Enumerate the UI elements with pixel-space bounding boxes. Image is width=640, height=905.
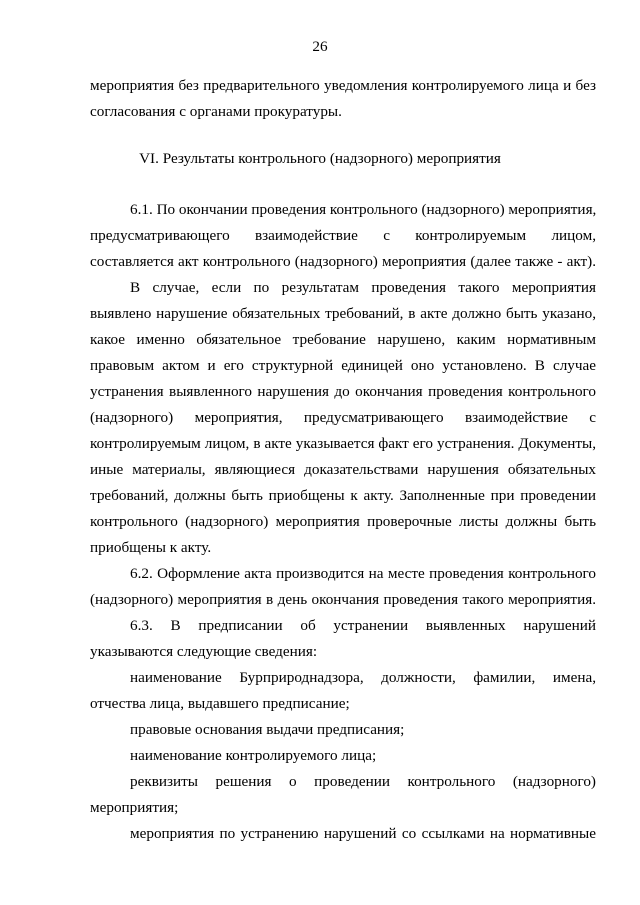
text-line: 6.3. В предписании об устранении выявленных нарушений: [130, 617, 596, 634]
text-line: приобщены к акту.: [90, 539, 212, 556]
text-line: правовым актом и его структурной единицей оно установлено. В случае: [90, 357, 596, 374]
text-line: мероприятия без предварительного уведомления контролируемого лица и без: [90, 77, 596, 94]
text-line: согласования с органами прокуратуры.: [90, 103, 342, 120]
list-item-measures: мероприятия по устранению нарушений со ссылками на нормативные: [130, 825, 596, 842]
text-line: контролируемым лицом, в акте указывается факт его устранения. Документы,: [90, 435, 596, 452]
section-heading: VI. Результаты контрольного (надзорного) мероприятия: [139, 150, 501, 167]
text-line: составляется акт контрольного (надзорного) мероприятия (далее также - акт).: [90, 253, 596, 270]
text-line: мероприятия;: [90, 799, 179, 816]
text-line: указываются следующие сведения:: [90, 643, 318, 660]
text-line: (надзорного) мероприятия, предусматривающего взаимодействие с: [90, 409, 596, 426]
list-item-controlled-entity: наименование контролируемого лица;: [130, 747, 377, 764]
text-line: 6.1. По окончании проведения контрольного (надзорного) мероприятия,: [130, 201, 597, 218]
text-line: 6.2. Оформление акта производится на месте проведения контрольного: [130, 565, 596, 582]
text-line: выявлено нарушение обязательных требований, в акте должно быть указано,: [90, 305, 596, 322]
text-line: устранения выявленного нарушения до окончания проведения контрольного: [90, 383, 596, 400]
text-line: предусматривающего взаимодействие с контролируемым лицом,: [90, 227, 596, 244]
page-number: 26: [312, 38, 328, 55]
text-line: контрольного (надзорного) мероприятия проверочные листы должны быть: [90, 513, 596, 530]
text-line: какое именно обязательное требование нарушено, каким нормативным: [90, 331, 596, 348]
text-line: реквизиты решения о проведении контрольного (надзорного): [130, 773, 596, 790]
text-line: отчества лица, выдавшего предписание;: [90, 695, 350, 712]
text-line: наименование Бурприроднадзора, должности, фамилии, имена,: [130, 669, 596, 686]
text-line: иные материалы, являющиеся доказательствами нарушения обязательных: [90, 461, 596, 478]
text-line: требований, должны быть приобщены к акту. Заполненные при проведении: [90, 487, 596, 504]
list-item-legal-basis: правовые основания выдачи предписания;: [130, 721, 405, 738]
text-line: (надзорного) мероприятия в день окончания проведения такого мероприятия.: [90, 591, 596, 608]
text-line: В случае, если по результатам проведения такого мероприятия: [130, 279, 596, 296]
